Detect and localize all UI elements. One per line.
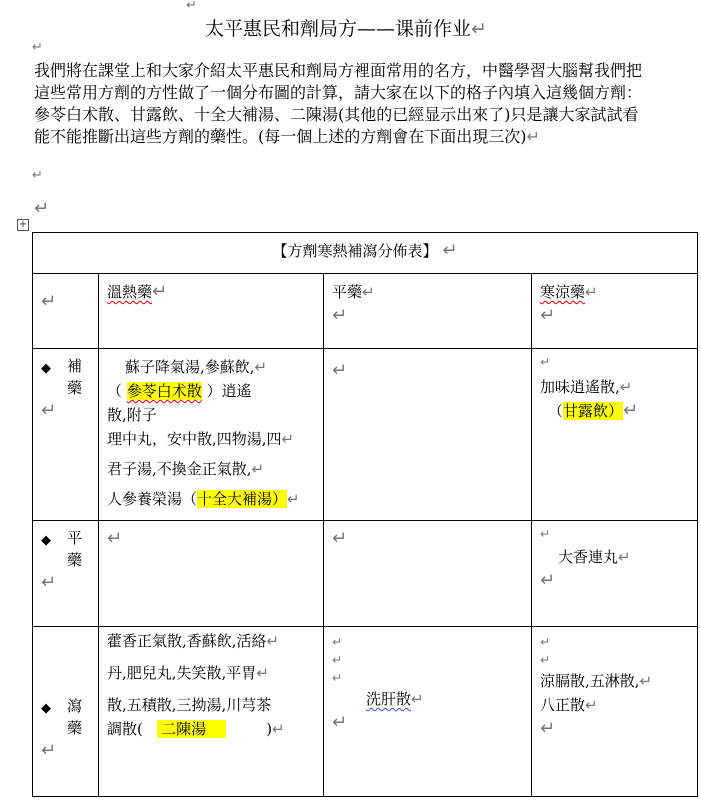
column-label-neutral: 平藥 xyxy=(332,283,363,301)
paragraph-mark-icon: ↵ xyxy=(526,127,540,146)
table-row-neutral xyxy=(33,521,698,627)
diamond-bullet-icon: ◆ xyxy=(41,533,51,548)
intro-text: 我們將在課堂上和大家介紹太平惠民和劑局方裡面常用的名方，中醫學習大腦幫我們把這些常用方劑的方性做了一個分布圖的計算，請大家在以下的格子內填入這幾個方劑：參苓白术散、甘露飲、十全大補湯、二陳湯(其他的已經显示出來了)只是讓大家試試看能不能推斷出這些方劑的藥性。(每一個上述的方劑會在下面出現三次) xyxy=(34,61,643,146)
cell-text: 散,附子 xyxy=(107,406,157,424)
paragraph-mark-icon: ↵ xyxy=(332,360,348,381)
cell-text: 理中丸，安中散,四物湯,四 xyxy=(107,430,282,448)
paragraph-mark-icon: ↵ xyxy=(540,570,556,591)
cell-text: 涼膈散,五淋散, xyxy=(540,672,640,690)
paragraph-mark-icon: ↵ xyxy=(152,281,168,302)
row-label-tonify: 補藥 xyxy=(67,357,83,397)
cell-text: 洗肝散 xyxy=(366,690,412,708)
cell-purge-warm: 藿香正氣散,香蘇飲,活絡↵ 丹,肥兒丸,失笑散,平胃↵ 散,五積散,三拗湯,川芎茶 調散( 二陳湯 )↵ xyxy=(99,627,324,797)
cell-tonify-warm: 蘇子降氣湯,參蘇飲,↵ （ 參苓白术散 ）逍遙 散,附子 理中丸，安中散,四物湯,四↵ 君子湯,不換金正氣散,↵ 人參養榮湯（十全大補湯）↵ xyxy=(99,349,324,521)
column-header-row xyxy=(33,274,698,349)
cell-text: 八正散 xyxy=(540,696,586,714)
column-header-neutral xyxy=(324,274,532,349)
cell-text: 蘇子降氣湯,參蘇飲, xyxy=(125,358,255,376)
table-header-row xyxy=(33,233,698,274)
paragraph-mark-icon: ↵ xyxy=(332,305,348,326)
paragraph-mark-icon: ↵ xyxy=(34,198,50,219)
table-header-text: 【方劑寒熱補瀉分佈表】 xyxy=(272,242,438,260)
table-row-purge xyxy=(33,627,698,797)
cell-purge-neutral: ↵ ↵ ↵ 洗肝散↵ ↵ xyxy=(324,627,532,797)
paragraph-mark-icon: ↵ xyxy=(362,283,375,301)
paragraph-mark-icon: ↵ xyxy=(332,712,348,733)
cell-text: ） xyxy=(272,490,288,508)
paragraph-mark-icon: ↵ xyxy=(471,18,487,40)
cell-text: 大香連丸 xyxy=(558,548,619,566)
cell-text: 調散( xyxy=(107,720,143,738)
diamond-bullet-icon: ◆ xyxy=(41,361,51,376)
cell-text: （ xyxy=(548,402,564,420)
cell-tonify-cold: ↵ 加味逍遙散,↵ （甘露飲）↵ xyxy=(532,349,698,521)
cell-text: 人參養榮湯（ xyxy=(107,490,198,508)
cell-text: ） xyxy=(608,402,624,420)
paragraph-mark-icon: ↵ xyxy=(442,240,458,261)
highlighted-answer: 甘露飲 xyxy=(563,402,609,420)
cell-neutral-warm xyxy=(99,521,324,627)
paragraph-mark-icon: ↵ xyxy=(41,400,57,421)
cell-text: 藿香正氣散,香蘇飲,活絡 xyxy=(107,632,267,650)
cell-tonify-neutral xyxy=(324,349,532,521)
row-label-cell-tonify xyxy=(33,349,99,521)
paragraph-mark-icon: ↵ xyxy=(32,40,43,55)
paragraph-mark-icon: ↵ xyxy=(41,291,57,312)
title-text: 太平惠民和劑局方——课前作业 xyxy=(205,18,472,40)
cell-text: ）逍遙 xyxy=(206,382,252,400)
cell-text: 加味逍遙散, xyxy=(540,378,620,396)
cell-text: 君子湯,不換金正氣散, xyxy=(107,460,252,478)
paragraph-mark-icon: ↵ xyxy=(332,528,348,549)
cell-text: （ xyxy=(107,382,123,400)
diamond-bullet-icon: ◆ xyxy=(41,701,51,716)
cell-neutral-cold: ↵ 大香連丸↵ ↵ xyxy=(532,521,698,627)
paragraph-mark-icon: ↵ xyxy=(540,305,556,326)
row-label-neutral: 平藥 xyxy=(67,529,83,569)
paragraph-mark-icon: ↵ xyxy=(107,528,123,549)
cell-text: ) xyxy=(266,720,273,738)
intro-paragraph xyxy=(34,60,646,148)
cell-neutral-neutral xyxy=(324,521,532,627)
paragraph-mark-icon: ↵ xyxy=(585,283,598,301)
highlighted-answer: 二陳湯 xyxy=(157,720,226,738)
highlighted-answer: 十全大補湯 xyxy=(197,490,273,508)
table-move-handle-icon[interactable]: + xyxy=(18,219,28,230)
column-header-warm xyxy=(99,274,324,349)
column-label-warm: 溫熱藥 xyxy=(107,283,153,301)
corner-cell xyxy=(33,274,99,349)
row-label-cell-purge xyxy=(33,627,99,797)
paragraph-mark-icon: ↵ xyxy=(41,572,57,593)
column-label-cold: 寒涼藥 xyxy=(540,283,586,301)
paragraph-mark-icon: ↵ xyxy=(540,718,556,739)
row-label-purge: 瀉藥 xyxy=(67,697,83,737)
document-title xyxy=(205,14,487,41)
cell-text: 丹,肥兒丸,失笑散,平胃 xyxy=(107,664,257,682)
cell-text: 散,五積散,三拗湯,川芎茶 xyxy=(107,696,272,714)
column-header-cold xyxy=(532,274,698,349)
paragraph-mark-icon: ↵ xyxy=(186,0,197,13)
row-label-cell-neutral xyxy=(33,521,99,627)
highlighted-answer: 參苓白术散 xyxy=(126,382,202,400)
cell-purge-cold: ↵ ↵ 涼膈散,五淋散,↵ 八正散↵ ↵ xyxy=(532,627,698,797)
paragraph-mark-icon: ↵ xyxy=(41,740,57,761)
table-header-cell xyxy=(33,233,698,274)
table-row-tonify xyxy=(33,349,698,521)
paragraph-mark-icon: ↵ xyxy=(32,168,43,183)
distribution-table xyxy=(32,232,698,797)
